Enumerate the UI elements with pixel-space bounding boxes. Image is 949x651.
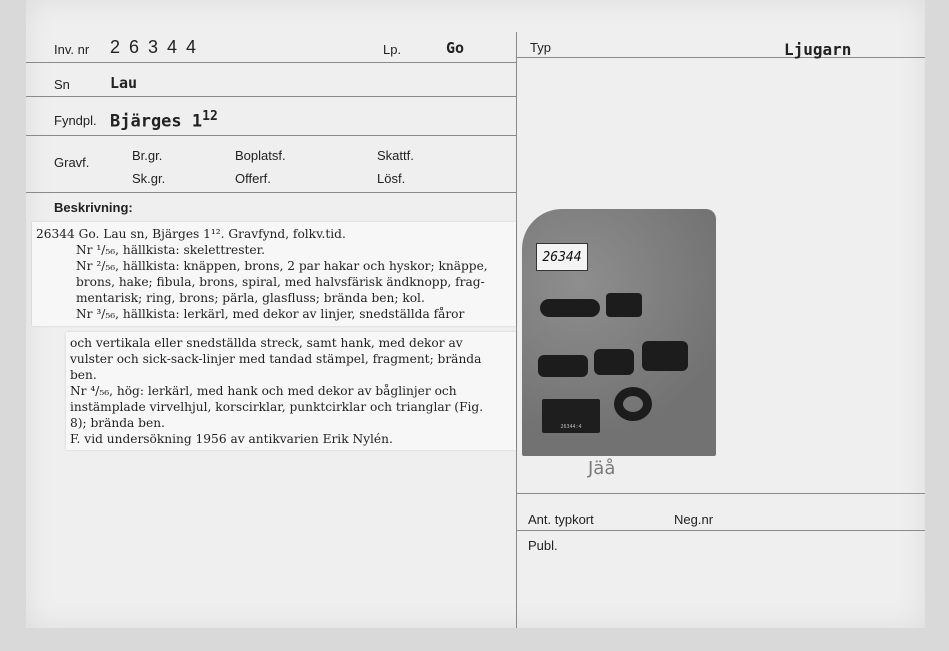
artifact-hook bbox=[606, 293, 642, 317]
negnr-label: Neg.nr bbox=[674, 512, 714, 527]
column-divider bbox=[516, 32, 517, 628]
beskrivning-label: Beskrivning: bbox=[54, 200, 133, 215]
skgr-label: Sk.gr. bbox=[132, 171, 166, 186]
description-line: Nr ³/₅₆, hällkista: lerkärl, med dekor av linjer, snedställda fåror bbox=[76, 307, 465, 321]
fyndpl-label: Fyndpl. bbox=[54, 113, 97, 128]
fyndpl-place: Bjärges 1 bbox=[110, 111, 203, 132]
description-line: F. vid undersökning 1956 av antikvarien Erik Nylén. bbox=[70, 432, 393, 446]
artifact-clasp bbox=[538, 355, 588, 377]
photo-plate: 26344:4 bbox=[542, 399, 600, 433]
description-line: 26344 Go. Lau sn, Bjärges 1¹². Gravfynd, folkv.tid. bbox=[36, 227, 346, 241]
row-line bbox=[516, 493, 925, 494]
description-line: ben. bbox=[70, 368, 97, 382]
boplatsf-label: Boplatsf. bbox=[235, 148, 286, 163]
row-line bbox=[26, 192, 516, 193]
offerf-label: Offerf. bbox=[235, 171, 271, 186]
description-slip-2 bbox=[66, 332, 516, 450]
row-line bbox=[516, 57, 925, 58]
artifact-hook bbox=[540, 299, 600, 317]
description-line: Nr ¹/₅₆, hällkista: skelettrester. bbox=[76, 243, 265, 257]
typ-label: Typ bbox=[530, 40, 551, 55]
publ-label: Publ. bbox=[528, 538, 558, 553]
lp-value: Go bbox=[446, 39, 465, 57]
fyndpl-superscript: 12 bbox=[202, 109, 218, 124]
photo-number-label: 26344 bbox=[536, 243, 588, 271]
row-line bbox=[516, 530, 925, 531]
description-line: vulster och sick-sack-linjer med tandad stämpel, fragment; brända bbox=[70, 352, 482, 366]
brgr-label: Br.gr. bbox=[132, 148, 163, 163]
gravf-label: Gravf. bbox=[54, 155, 90, 170]
fyndpl-value bbox=[110, 109, 218, 132]
inv-nr-value: 2 6 3 4 4 bbox=[110, 37, 199, 57]
inv-nr-label: Inv. nr bbox=[54, 42, 90, 57]
description-line: Nr ²/₅₆, hällkista: knäppen, brons, 2 par hakar och hyskor; knäppe, bbox=[76, 259, 488, 273]
handwritten-note: Jäå bbox=[588, 458, 616, 479]
description-line: och vertikala eller snedställda streck, samt hank, med dekor av bbox=[70, 336, 463, 350]
row-line bbox=[26, 96, 516, 97]
artifact-ring bbox=[614, 387, 652, 421]
description-slip-1 bbox=[32, 222, 516, 326]
ant-typkort-label: Ant. typkort bbox=[528, 512, 594, 527]
row-line bbox=[26, 135, 516, 136]
description-line: 8); brända ben. bbox=[70, 416, 165, 430]
losf-label: Lösf. bbox=[377, 171, 406, 186]
artifact-clasp bbox=[594, 349, 634, 375]
skattf-label: Skattf. bbox=[377, 148, 414, 163]
description-line: instämplade virvelhjul, korscirklar, punktcirklar och trianglar (Fig. bbox=[70, 400, 484, 414]
row-line bbox=[26, 62, 516, 63]
artifact-clasp bbox=[642, 341, 688, 371]
description-line: brons, hake; fibula, brons, spiral, med halvsfärisk ändknopp, frag- bbox=[76, 275, 485, 289]
artifact-photo bbox=[522, 209, 716, 456]
sn-value: Lau bbox=[110, 74, 138, 92]
lp-label: Lp. bbox=[383, 42, 402, 57]
typ-value: Ljugarn bbox=[784, 40, 852, 59]
sn-label: Sn bbox=[54, 77, 70, 92]
catalog-card bbox=[26, 0, 925, 628]
description-line: mentarisk; ring, brons; pärla, glasfluss; brända ben; kol. bbox=[76, 291, 425, 305]
description-line: Nr ⁴/₅₆, hög: lerkärl, med hank och med dekor av båglinjer och bbox=[70, 384, 457, 398]
